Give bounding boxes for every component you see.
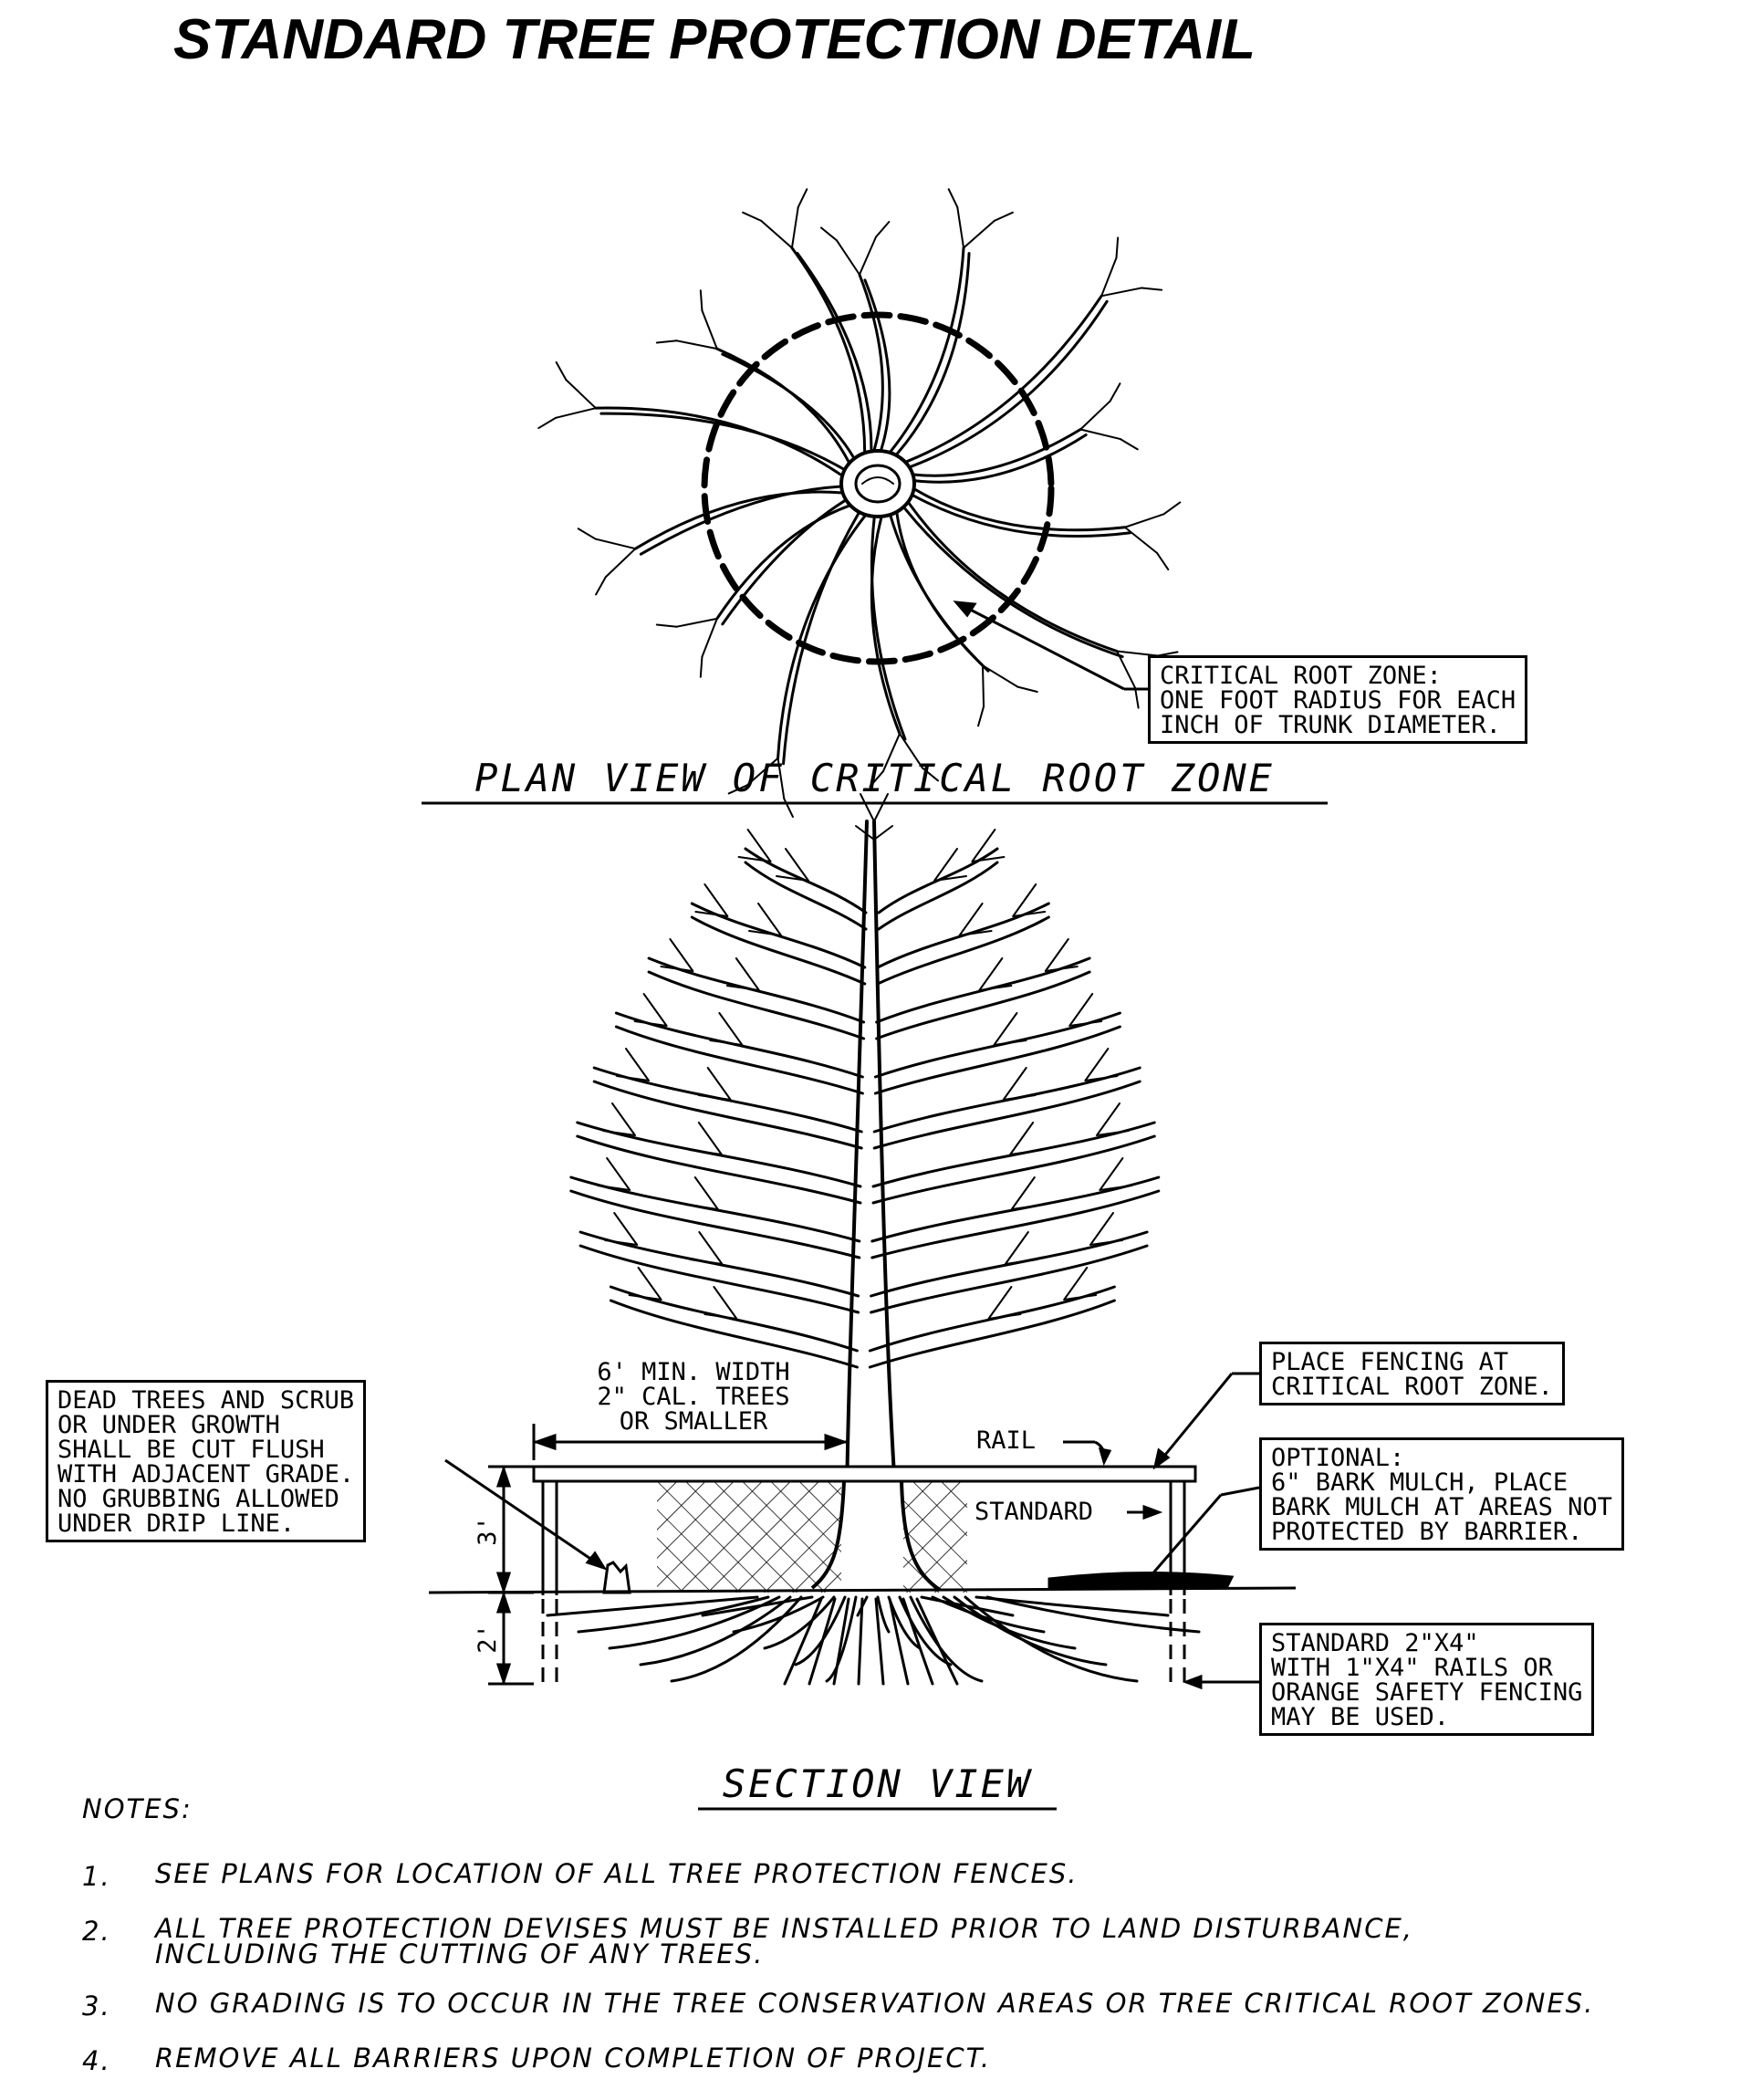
right-twig xyxy=(1090,1213,1122,1245)
right-branch xyxy=(872,1191,1159,1258)
note-item xyxy=(82,1858,1725,1892)
callout-line: CRITICAL ROOT ZONE. xyxy=(1271,1373,1553,1401)
plan-twig xyxy=(1101,287,1141,296)
note-text: SEE PLANS FOR LOCATION OF ALL TREE PROTECTION FENCES. xyxy=(155,1858,1079,1889)
right-branch xyxy=(873,1136,1154,1203)
plan-twig xyxy=(702,310,716,349)
page-title: STANDARD TREE PROTECTION DETAIL xyxy=(173,8,1256,71)
plan-twig xyxy=(677,340,717,349)
plan-twig xyxy=(566,380,596,408)
callout-line: NO GRUBBING ALLOWED xyxy=(57,1485,339,1513)
callout-line: 6" BARK MULCH, PLACE xyxy=(1271,1468,1569,1497)
dead-trees-callout xyxy=(46,1380,366,1542)
right-twig xyxy=(972,830,1004,862)
left-twig xyxy=(686,1177,718,1209)
plan-twig xyxy=(1135,688,1139,708)
plan-branch xyxy=(596,408,841,475)
callout-line: UNDER DRIP LINE. xyxy=(57,1510,296,1538)
right-twig xyxy=(988,1287,1020,1319)
callout-line: CRITICAL ROOT ZONE: xyxy=(1160,662,1442,690)
section-tree xyxy=(571,794,1159,1570)
left-twig xyxy=(690,1232,722,1264)
callout-line: STANDARD 2"X4" xyxy=(1271,1629,1479,1657)
callout-line: OPTIONAL: xyxy=(1271,1444,1405,1472)
plan-twig xyxy=(1101,257,1116,296)
left-twig xyxy=(598,1158,630,1190)
fence-rail xyxy=(534,1467,1195,1481)
plan-twig xyxy=(1125,514,1164,527)
plan-twig xyxy=(596,539,636,549)
plan-twig xyxy=(1017,687,1037,692)
callout-line: SHALL BE CUT FLUSH xyxy=(57,1436,325,1464)
note-item xyxy=(82,2045,1725,2076)
callout-line: OR UNDER GROWTH xyxy=(57,1411,280,1439)
plan-twig xyxy=(1157,553,1168,569)
dead-stump xyxy=(604,1562,630,1593)
callout-line: MAY BE USED. xyxy=(1271,1703,1450,1731)
right-twig xyxy=(1012,1177,1044,1209)
plan-twig xyxy=(743,213,761,221)
plan-twig xyxy=(792,207,798,247)
plan-twig xyxy=(876,222,889,237)
right-branch xyxy=(879,862,997,929)
plan-twig xyxy=(983,665,984,706)
left-twig xyxy=(635,994,667,1026)
note-number: 2. xyxy=(82,1916,111,1947)
note-number: 1. xyxy=(82,1861,111,1892)
left-branch xyxy=(578,1136,860,1203)
callout-line: INCH OF TRUNK DIAMETER. xyxy=(1160,711,1501,739)
section-trunk-left xyxy=(847,821,867,1570)
plan-twig xyxy=(784,799,793,817)
right-twig xyxy=(994,1013,1026,1045)
plan-callout-leader xyxy=(956,602,1148,689)
left-twig xyxy=(630,1268,662,1300)
protection-mesh xyxy=(657,1481,967,1593)
plan-twig xyxy=(1117,652,1135,688)
right-branch xyxy=(871,1246,1148,1312)
plan-branch xyxy=(797,254,871,450)
plan-twig xyxy=(995,213,1013,221)
plan-twig xyxy=(798,189,808,207)
right-twig xyxy=(979,958,1011,990)
plan-view-tree xyxy=(538,189,1180,817)
callout-line: ONE FOOT RADIUS FOR EACH xyxy=(1160,686,1516,715)
right-branch xyxy=(877,972,1090,1039)
plan-twig xyxy=(677,619,717,627)
left-twig xyxy=(617,1049,649,1081)
right-twig xyxy=(1046,939,1078,971)
right-twig xyxy=(1069,994,1101,1026)
left-branch xyxy=(745,862,866,929)
right-twig xyxy=(1085,1049,1117,1081)
plan-twig xyxy=(983,665,1017,686)
plan-branch xyxy=(717,506,849,618)
optional-mulch-callout xyxy=(1259,1437,1624,1551)
callout-line: PROTECTED BY BARRIER. xyxy=(1271,1518,1583,1546)
left-branch xyxy=(580,1246,859,1312)
right-twig xyxy=(1064,1268,1096,1300)
plan-view-caption: PLAN VIEW OF CRITICAL ROOT ZONE xyxy=(474,756,1275,800)
plan-twig xyxy=(538,418,556,428)
root xyxy=(785,1599,821,1684)
left-twig xyxy=(727,958,759,990)
plan-twig xyxy=(1120,439,1138,449)
plan-twig xyxy=(1080,401,1110,429)
plan-twig xyxy=(1141,287,1162,289)
left-branch xyxy=(649,972,864,1039)
note-number: 4. xyxy=(82,2045,111,2076)
callout-line: DEAD TREES AND SCRUB xyxy=(57,1386,355,1415)
plan-twig xyxy=(557,362,567,380)
callout-line: WITH 1"X4" RAILS OR xyxy=(1271,1654,1553,1682)
note-item xyxy=(82,1913,1725,1969)
left-branch xyxy=(571,1191,860,1258)
plan-trunk xyxy=(841,451,914,517)
right-twig xyxy=(1004,1068,1036,1100)
callout-line: WITH ADJACENT GRADE. xyxy=(57,1460,355,1489)
plan-twig xyxy=(702,619,716,657)
min-width-label: 6' MIN. WIDTH 2" CAL. TREES OR SMALLER xyxy=(597,1358,790,1436)
right-twig xyxy=(1006,1232,1037,1264)
standard-label: STANDARD xyxy=(975,1498,1094,1526)
plan-twig xyxy=(701,657,703,677)
standard-fencing-callout xyxy=(1259,1623,1594,1736)
right-branch xyxy=(870,1301,1114,1367)
callout-line: BARK MULCH AT AREAS NOT xyxy=(1271,1493,1612,1521)
left-twig xyxy=(690,1123,722,1154)
plan-twig xyxy=(821,228,837,241)
plan-twig xyxy=(556,408,596,418)
notes-section xyxy=(82,1793,1725,2100)
plan-twig xyxy=(964,221,995,248)
plan-twig xyxy=(978,706,984,726)
plan-twig xyxy=(596,577,606,594)
notes-heading: NOTES: xyxy=(82,1793,193,1824)
plan-twig xyxy=(1110,383,1120,401)
note-text: NO GRADING IS TO OCCUR IN THE TREE CONSERVATION AREAS OR TREE CRITICAL ROOT ZONES. xyxy=(155,1988,1595,2019)
section-roots xyxy=(547,1597,1199,1684)
dimension-2ft-label: 2' xyxy=(473,1624,502,1654)
left-twig xyxy=(710,1013,742,1045)
left-twig xyxy=(699,1068,731,1100)
plan-branch xyxy=(723,501,845,624)
section-view-caption: SECTION VIEW xyxy=(722,1761,1033,1806)
rail-label: RAIL xyxy=(976,1426,1037,1455)
plan-twig xyxy=(606,549,636,577)
left-twig xyxy=(605,1213,637,1245)
plan-twig xyxy=(701,290,703,310)
plan-twig xyxy=(957,207,964,247)
plan-twig xyxy=(657,624,677,626)
plan-twig xyxy=(837,240,860,274)
plan-twig xyxy=(1163,502,1180,514)
plan-twig xyxy=(1117,237,1119,257)
right-twig xyxy=(1010,1123,1042,1154)
note-text: REMOVE ALL BARRIERS UPON COMPLETION OF PROJECT. xyxy=(155,2043,992,2074)
plan-twig xyxy=(1125,528,1157,553)
plan-branch xyxy=(641,486,839,554)
callout-line: PLACE FENCING AT xyxy=(1271,1348,1509,1376)
plan-twig xyxy=(949,189,958,207)
plan-twig xyxy=(761,221,792,248)
plan-twig xyxy=(860,237,876,275)
plan-twig xyxy=(657,340,677,342)
note-number: 3. xyxy=(82,1990,111,2022)
plan-branch xyxy=(792,248,865,452)
critical-root-zone-callout xyxy=(1148,655,1527,744)
left-twig xyxy=(739,830,771,862)
plan-twig xyxy=(578,528,596,538)
left-twig xyxy=(603,1103,635,1135)
left-twig xyxy=(661,939,693,971)
plan-branch xyxy=(717,349,849,461)
plan-branch xyxy=(897,514,983,665)
right-twig xyxy=(1100,1158,1131,1190)
left-twig xyxy=(704,1287,736,1319)
right-twig xyxy=(1097,1103,1129,1135)
plan-branch xyxy=(784,514,859,764)
note-text: ALL TREE PROTECTION DEVISES MUST BE INSTALLED PRIOR TO LAND DISTURBANCE, INCLUDING THE CUTTING OF ANY TREES. xyxy=(155,1913,1413,1969)
plan-branch xyxy=(897,254,969,454)
callout-line: ORANGE SAFETY FENCING xyxy=(1271,1678,1583,1707)
dimension-3ft-label: 3' xyxy=(473,1516,502,1546)
plan-branch xyxy=(907,296,1101,461)
right-branch xyxy=(878,917,1049,984)
place-fencing-callout xyxy=(1259,1342,1565,1405)
left-branch xyxy=(692,917,865,984)
note-item xyxy=(82,1990,1725,2022)
